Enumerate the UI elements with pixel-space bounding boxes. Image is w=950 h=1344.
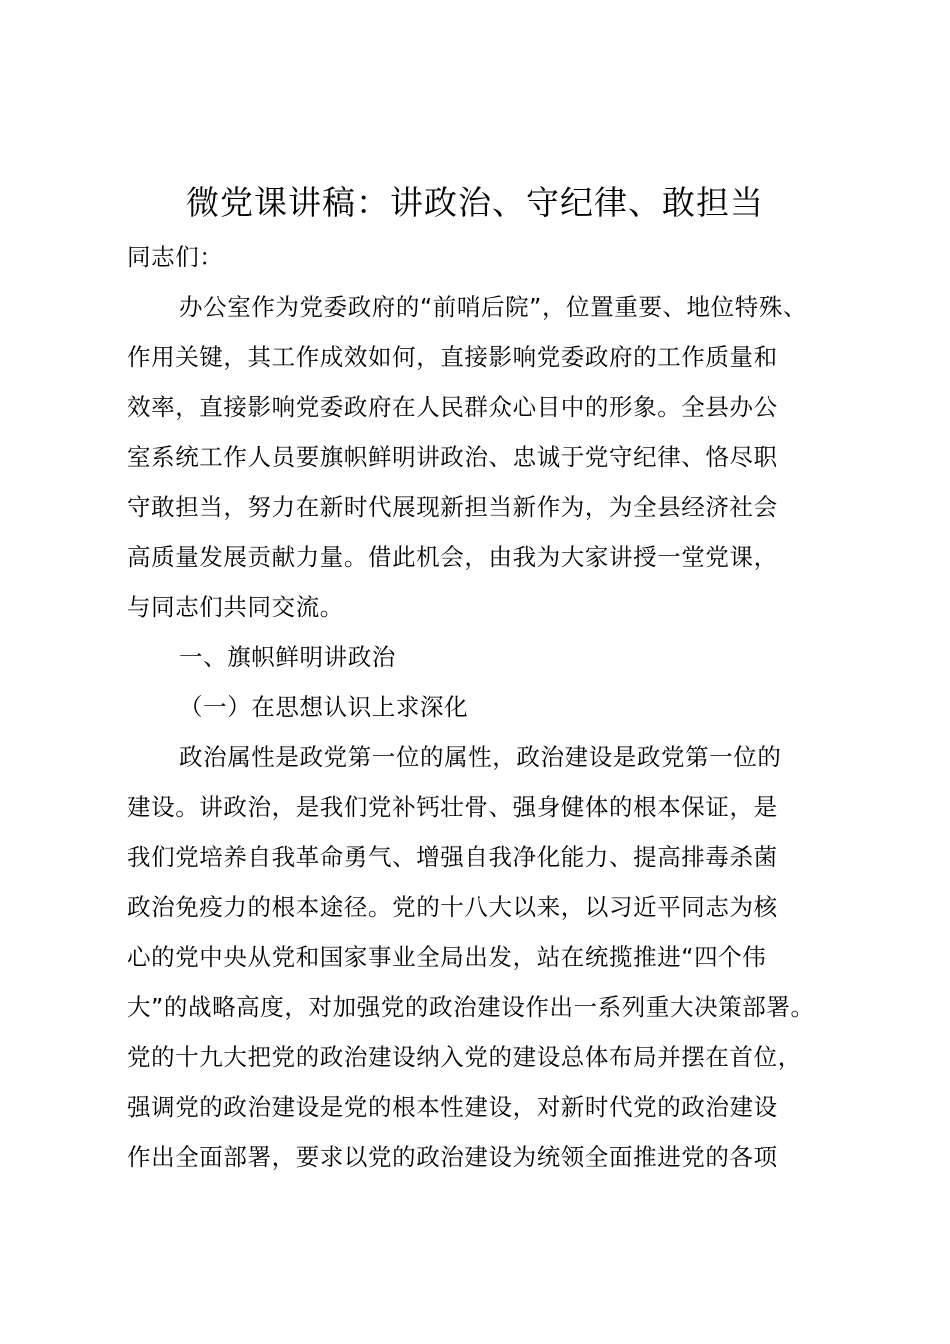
- salutation: 同志们：: [127, 243, 224, 271]
- paragraph-line: 办公室作为党委政府的“前哨后院”，位置重要、地位特殊、: [179, 293, 808, 321]
- paragraph-line: 高质量发展贡献力量。借此机会，由我为大家讲授一堂党课，: [127, 543, 778, 571]
- paragraph-line: 与同志们共同交流。: [127, 593, 344, 621]
- section-heading-1: 一、旗帜鲜明讲政治: [179, 643, 396, 671]
- document-title: 微党课讲稿：讲政治、守纪律、敢担当: [186, 183, 764, 222]
- subsection-heading-1-1: （一）在思想认识上求深化: [179, 693, 469, 721]
- paragraph-line: 我们党培养自我革命勇气、增强自我净化能力、提高排毒杀菌: [127, 843, 778, 871]
- paragraph-line: 心的党中央从党和国家事业全局出发，站在统揽推进“四个伟: [127, 943, 767, 971]
- paragraph-line: 政治免疫力的根本途径。党的十八大以来，以习近平同志为核: [127, 893, 778, 921]
- paragraph-line: 作用关键，其工作成效如何，直接影响党委政府的工作质量和: [127, 343, 778, 371]
- paragraph-line: 党的十九大把党的政治建设纳入党的建设总体布局并摆在首位，: [127, 1043, 802, 1071]
- paragraph-line: 大”的战略高度，对加强党的政治建设作出一系列重大决策部署。: [127, 993, 815, 1021]
- paragraph-line: 效率，直接影响党委政府在人民群众心目中的形象。全县办公: [127, 393, 778, 421]
- paragraph-line: 强调党的政治建设是党的根本性建设，对新时代党的政治建设: [127, 1093, 778, 1121]
- paragraph-line: 政治属性是政党第一位的属性，政治建设是政党第一位的: [179, 743, 782, 771]
- paragraph-1-1: [127, 732, 847, 1182]
- paragraph-intro: [127, 282, 847, 632]
- document-body: [127, 232, 847, 1182]
- paragraph-line: 作出全面部署，要求以党的政治建设为统领全面推进党的各项: [127, 1143, 778, 1171]
- paragraph-line: 建设。讲政治，是我们党补钙壮骨、强身健体的根本保证，是: [127, 793, 778, 821]
- paragraph-line: 守敢担当，努力在新时代展现新担当新作为，为全县经济社会: [127, 493, 778, 521]
- paragraph-line: 室系统工作人员要旗帜鲜明讲政治、忠诚于党守纪律、恪尽职: [127, 443, 778, 471]
